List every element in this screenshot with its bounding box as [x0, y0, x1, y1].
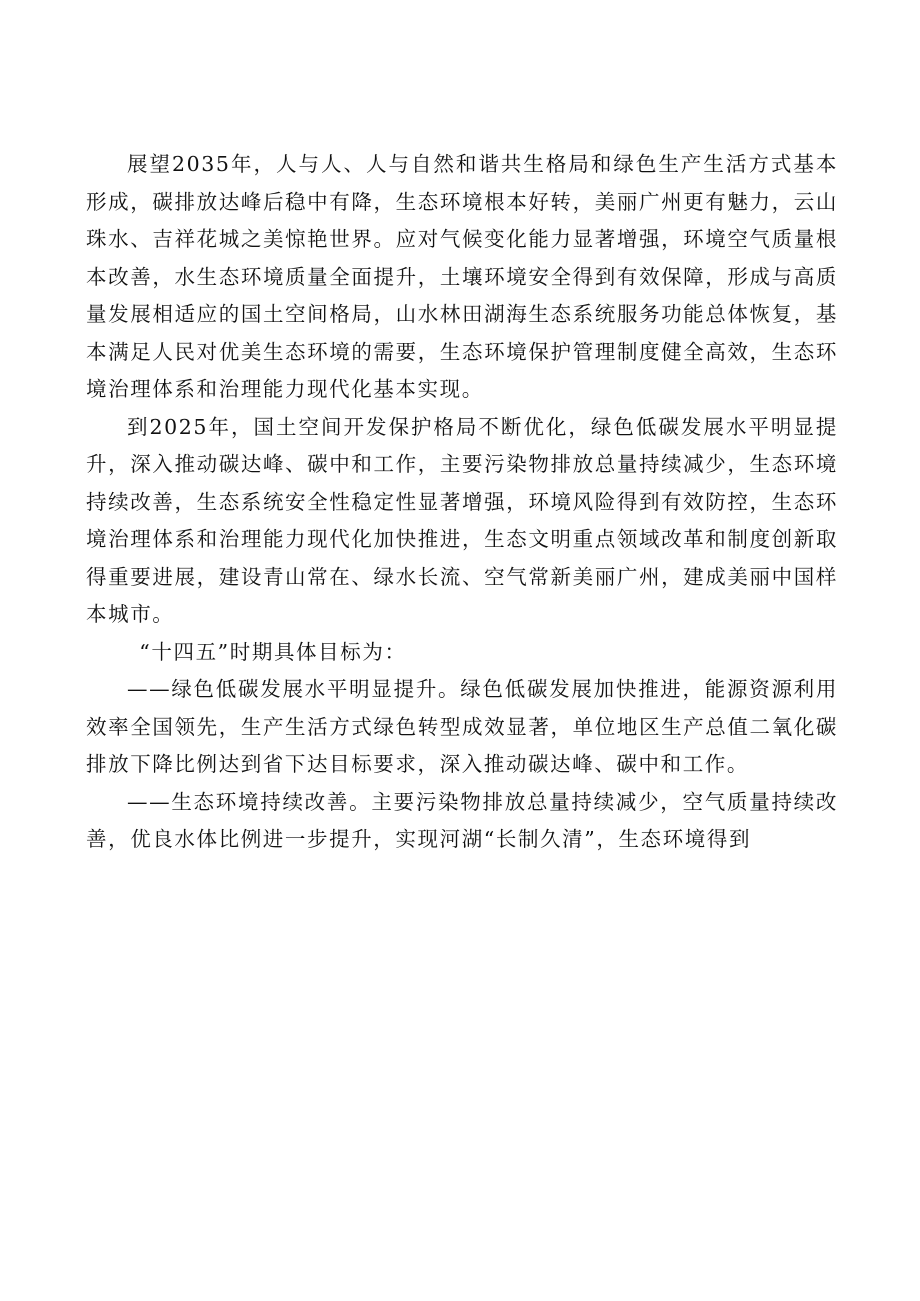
paragraph-green-low-carbon: ——绿色低碳发展水平明显提升。绿色低碳发展加快推进，能源资源利用效率全国领先，生产生活方式绿色转型成效显著，单位地区生产总值二氧化碳排放下降比例达到省下达目标要求，深入推动碳达峰、碳中和工作。	[86, 677, 838, 776]
paragraph-eco-environment-improvement: ——生态环境持续改善。主要污染物排放总量持续减少，空气质量持续改善，优良水体比例进一步提升，实现河湖“长制久清”，生态环境得到	[86, 789, 838, 851]
paragraph-14th-five-year-intro: “十四五”时期具体目标为：	[139, 639, 407, 664]
paragraph-target-2025: 到2025年，国土空间开发保护格局不断优化，绿色低碳发展水平明显提升，深入推动碳达峰、碳中和工作，主要污染物排放总量持续减少，生态环境持续改善，生态系统安全性稳定性显著增强，环境风险得到有效防控，生态环境治理体系和治理能力现代化加快推进，生态文明重点领域改革和制度创新取得重要进展，建设青山常在、绿水长流、空气常新美丽广州，建成美丽中国样本城市。	[86, 414, 838, 626]
paragraph-vision-2035: 展望2035年，人与人、人与自然和谐共生格局和绿色生产生活方式基本形成，碳排放达峰后稳中有降，生态环境根本好转，美丽广州更有魅力，云山珠水、吉祥花城之美惊艳世界。应对气候变化能力显著增强，环境空气质量根本改善，水生态环境质量全面提升，土壤环境安全得到有效保障，形成与高质量发展相适应的国土空间格局，山水林田湖海生态系统服务功能总体恢复，基本满足人民对优美生态环境的需要，生态环境保护管理制度健全高效，生态环境治理体系和治理能力现代化基本实现。	[86, 152, 838, 401]
document-body	[86, 146, 838, 859]
